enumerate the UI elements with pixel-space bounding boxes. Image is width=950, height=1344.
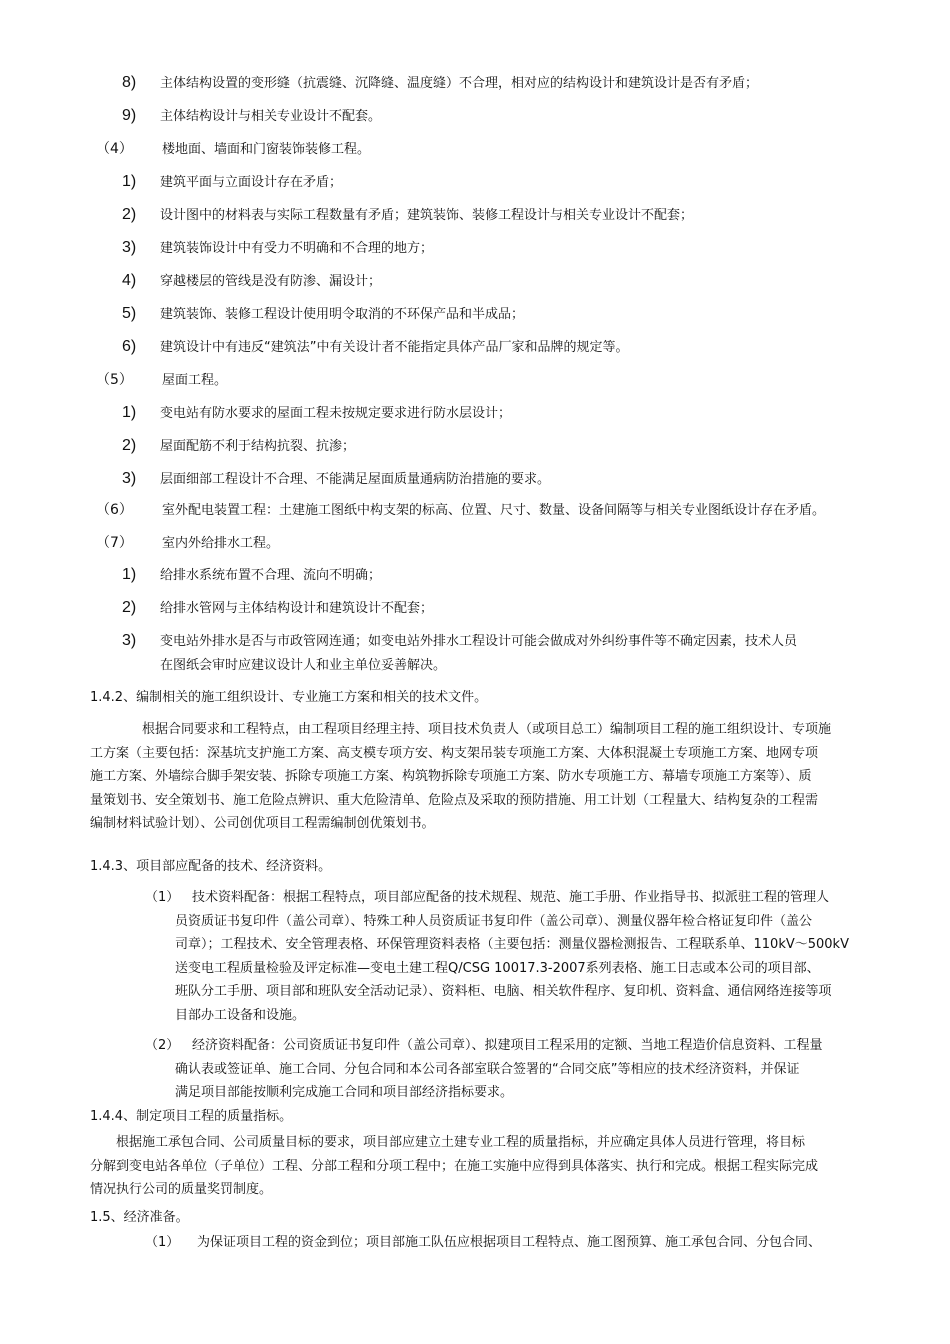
list-number: 1) <box>122 404 137 421</box>
paragraph-line: 施工方案、外墙综合脚手架安装、拆除专项施工方案、构筑物拆除专项施工方案、防水专项施工方、幕墙专项施工方案等）、质 <box>90 769 812 784</box>
list-number: 3) <box>122 470 137 487</box>
list-item-text: 设计图中的材料表与实际工程数量有矛盾；建筑装饰、装修工程设计与相关专业设计不配套； <box>160 208 694 223</box>
paragraph-number: （1） <box>145 1235 180 1250</box>
section-title: 屋面工程。 <box>162 373 228 388</box>
paragraph-line: 班队分工手册、项目部和班队安全活动记录）、资料柜、电脑、相关软件程序、复印机、资料盒、通信网络连接等项 <box>175 984 832 999</box>
paragraph-line: 满足项目部能按顺利完成施工合同和项目部经济指标要求。 <box>175 1085 514 1100</box>
list-number: 9) <box>122 107 137 124</box>
paragraph-line: 分解到变电站各单位（子单位）工程、分部工程和分项工程中；在施工实施中应得到具体落实、执行和完成。根据工程实际完成 <box>90 1158 819 1174</box>
paragraph-economic-resources <box>175 1034 865 1105</box>
list-item-text: 主体结构设置的变形缝（抗震缝、沉降缝、温度缝）不合理，相对应的结构设计和建筑设计是否有矛盾； <box>160 76 759 91</box>
heading-1-4-4: 1.4.4、制定项目工程的质量指标。 <box>90 1109 293 1124</box>
paragraph-line: 技术资料配备：根据工程特点，项目部应配备的技术规程、规范、施工手册、作业指导书、拟派驻工程的管理人 <box>192 890 830 905</box>
paragraph-number: （2） <box>145 1038 180 1053</box>
list-number: 5) <box>122 305 137 322</box>
paragraph-number: （1） <box>145 890 180 905</box>
list-item-text: 建筑设计中有违反“建筑法”中有关设计者不能指定具体产品厂家和品牌的规定等。 <box>160 340 629 355</box>
list-number: 1) <box>122 173 137 190</box>
paragraph-line: 员资质证书复印件（盖公司章）、特殊工种人员资质证书复印件（盖公司章）、测量仪器年检合格证复印件（盖公 <box>175 913 813 929</box>
paragraph-line: 经济资料配备：公司资质证书复印件（盖公司章）、拟建项目工程采用的定额、当地工程造价信息资料、工程量 <box>192 1038 823 1053</box>
paragraph-tech-resources <box>175 886 865 1027</box>
list-item-text: 屋面配筋不利于结构抗裂、抗渗； <box>160 439 356 454</box>
paragraph-line: 工方案（主要包括：深基坑支护施工方案、高支模专项方安、构支架吊装专项施工方案、大体积混凝土专项施工方案、地网专项 <box>90 745 819 761</box>
paragraph-line: 量策划书、安全策划书、施工危险点辨识、重大危险清单、危险点及采取的预防措施、用工计划（工程量大、结构复杂的工程需 <box>90 792 819 808</box>
paragraph-1-4-2 <box>90 718 860 836</box>
list-number: 6) <box>122 338 137 355</box>
paragraph-line: 根据施工承包合同、公司质量目标的要求，项目部应建立土建专业工程的质量指标，并应确定具体人员进行管理，将目标 <box>116 1135 806 1150</box>
section-title: 室外配电装置工程：土建施工图纸中构支架的标高、位置、尺寸、数量、设备间隔等与相关专业图纸设计存在矛盾。 <box>162 503 826 518</box>
list-number: 3) <box>122 239 137 256</box>
list-item-text: 穿越楼层的管线是没有防渗、漏设计； <box>160 274 382 289</box>
list-item-text: 主体结构设计与相关专业设计不配套。 <box>160 109 382 124</box>
list-number: 2) <box>122 437 137 454</box>
list-number: 3) <box>122 632 137 649</box>
paragraph-line: 司章）；工程技术、安全管理表格、环保管理资料表格（主要包括：测量仪器检测报告、工程联系单、110kV～500kV <box>175 937 849 952</box>
list-item-text: 建筑平面与立面设计存在矛盾； <box>160 175 343 190</box>
heading-1-4-2: 1.4.2、编制相关的施工组织设计、专业施工方案和相关的技术文件。 <box>90 690 488 705</box>
heading-1-4-3: 1.4.3、项目部应配备的技术、经济资料。 <box>90 859 332 874</box>
list-number: 4) <box>122 272 137 289</box>
list-item-text: 层面细部工程设计不合理、不能满足屋面质量通病防治措施的要求。 <box>160 472 551 487</box>
list-item-text: 给排水系统布置不合理、流向不明确； <box>160 568 382 583</box>
list-item-text: 在图纸会审时应建议设计人和业主单位妥善解决。 <box>160 658 447 673</box>
list-item-text: 变电站有防水要求的屋面工程未按规定要求进行防水层设计； <box>160 406 512 421</box>
list-item-text: 建筑装饰、装修工程设计使用明令取消的不环保产品和半成品； <box>160 307 525 322</box>
section-title: 楼地面、墙面和门窗装饰装修工程。 <box>162 142 371 157</box>
paragraph-line: 送变电工程质量检验及评定标准—变电土建工程Q/CSG 10017.3-2007系列表格、施工日志或本公司的项目部、 <box>175 960 820 976</box>
heading-1-5: 1.5、经济准备。 <box>90 1210 189 1225</box>
list-number: 8) <box>122 74 137 91</box>
paragraph-line: 确认表或签证单、施工合同、分包合同和本公司各部室联合签署的“合同交底”等相应的技术经济资料，并保证 <box>175 1061 800 1077</box>
section-title: 室内外给排水工程。 <box>162 536 280 551</box>
list-item-text: 建筑装饰设计中有受力不明确和不合理的地方； <box>160 241 434 256</box>
list-number: 2) <box>122 599 137 616</box>
section-number: （4） <box>96 141 133 157</box>
list-item-text: 变电站外排水是否与市政管网连通；如变电站外排水工程设计可能会做成对外纠纷事件等不确定因素，技术人员 <box>160 634 798 649</box>
paragraph-line: 根据合同要求和工程特点，由工程项目经理主持、项目技术负责人（或项目总工）编制项目工程的施工组织设计、专项施 <box>142 722 832 737</box>
section-number: （7） <box>96 535 133 551</box>
list-number: 1) <box>122 566 137 583</box>
section-number: （6） <box>96 502 133 518</box>
paragraph-1-4-4 <box>90 1131 865 1202</box>
list-item-text: 给排水管网与主体结构设计和建筑设计不配套； <box>160 601 434 616</box>
paragraph-line: 情况执行公司的质量奖罚制度。 <box>90 1182 273 1197</box>
paragraph-line: 为保证项目工程的资金到位；项目部施工队伍应根据项目工程特点、施工图预算、施工承包合同、分包合同、 <box>197 1235 822 1250</box>
section-number: （5） <box>96 372 133 388</box>
paragraph-line: 编制材料试验计划）、公司创优项目工程需编制创优策划书。 <box>90 816 435 831</box>
paragraph-line: 目部办工设备和设施。 <box>175 1007 306 1023</box>
list-number: 2) <box>122 206 137 223</box>
